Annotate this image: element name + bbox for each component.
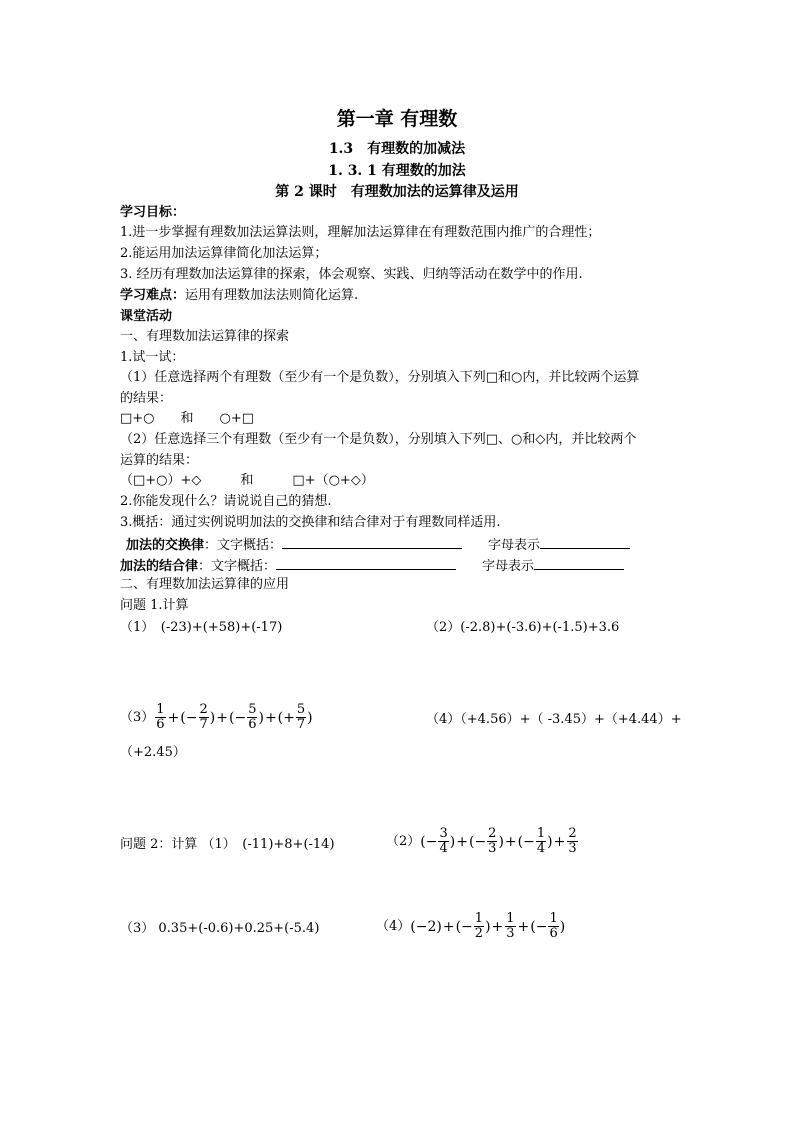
q2-line2: 运算的结果： (120, 453, 199, 468)
fraction-1-4: $\frac{1}{4}$ (536, 826, 546, 856)
commutative-label: 加法的交换律 (126, 538, 205, 553)
activity-heading: 课堂活动 (120, 309, 173, 324)
associative-text: ：文字概括： (198, 559, 277, 574)
fraction-2-7: $\frac{2}{7}$ (199, 702, 208, 732)
discover-line: 2.你能发现什么？请说说自己的猜想. (120, 494, 332, 509)
problem1-item4-line1: （4）（+4.56）+（ -3.45）+（+4.44）+ (426, 712, 682, 727)
goals-heading: 学习目标： (120, 205, 186, 220)
chapter-title: 第一章 有理数 (336, 108, 458, 130)
part1-title: 一、有理数加法运算律的探索 (120, 329, 290, 344)
section-title: 1.3 有理数的加减法 (328, 141, 466, 157)
problem2-item1: 问题 2：计算 （1） (-11)+8+(-14) (120, 837, 335, 852)
commutative-text: ：文字概括： (204, 538, 283, 553)
associative-line (120, 556, 624, 575)
goal-item-3: 3. 经历有理数加法运算律的探索，体会观察、实践、归纳等活动在数学中的作用. (120, 267, 583, 282)
problem1-item3-label: （3） (120, 709, 155, 725)
lesson-title: 第 2 课时 有理数加法的运算律及运用 (275, 184, 519, 200)
difficulty-label: 学习难点： (120, 288, 186, 303)
associative-letter: 字母表示 (482, 559, 535, 574)
fraction-1-3: $\frac{1}{3}$ (506, 911, 515, 941)
difficulty-line (120, 288, 358, 304)
difficulty-text: 运用有理数加法法则简化运算. (185, 288, 359, 303)
problem1-title: 问题 1.计算 (120, 598, 189, 613)
problem1-item2: （2）(-2.8)+(-3.6)+(-1.5)+3.6 (426, 620, 620, 635)
q2-line1: （2）任意选择三个有理数（至少有一个是负数），分别填入下列□、○和◇内，并比较两个 (120, 432, 637, 447)
problem1-item3: （3） $\frac{1}{6}$ + ( − $\frac{2}{7}$ ) + ( − $\frac{5}{6}$ ) + ( + $\frac{5}{7}$ ) (120, 702, 313, 732)
q1-line1: （1）任意选择两个有理数（至少有一个是负数），分别填入下列□和○内，并比较两个运算 (120, 370, 640, 385)
fraction-1-2: $\frac{1}{2}$ (474, 911, 484, 941)
q1-line2: 的结果： (120, 391, 173, 406)
fraction-1-6: $\frac{1}{6}$ (156, 702, 165, 732)
try-title: 1.试一试： (120, 350, 185, 365)
fraction-3-4: $\frac{3}{4}$ (439, 826, 448, 856)
fraction-5-6: $\frac{5}{6}$ (248, 702, 257, 732)
goal-item-1: 1.进一步掌握有理数加法运算法则，理解加法运算律在有理数范围内推广的合理性； (120, 225, 601, 240)
fraction-2-3: $\frac{2}{3}$ (488, 826, 497, 856)
commutative-letter: 字母表示 (488, 538, 541, 553)
goal-item-2: 2.能运用加法运算律简化加法运算； (120, 246, 328, 261)
associative-letter-blank[interactable] (534, 556, 624, 570)
subsection-title: 1. 3. 1 有理数的加法 (328, 163, 466, 179)
summary-line: 3.概括：通过实例说明加法的交换律和结合律对于有理数同样适用. (120, 515, 501, 530)
associative-blank[interactable] (276, 556, 456, 570)
problem2-item2-label: （2） (386, 833, 421, 849)
commutative-blank[interactable] (282, 535, 462, 549)
commutative-letter-blank[interactable] (540, 535, 630, 549)
fraction-2-3b: $\frac{2}{3}$ (568, 826, 577, 856)
problem2-item2: （2） ( − $\frac{3}{4}$ ) + ( − $\frac{2}{3}$ ) + ( − $\frac{1}{4}$ ) + $\frac{2}{3}$ (386, 826, 577, 856)
associative-label: 加法的结合律 (120, 559, 199, 574)
problem1-item4-line2: （+2.45） (120, 745, 186, 760)
fraction-5-7: $\frac{5}{7}$ (296, 702, 306, 732)
q2-expression: （□+○）+◇ 和 □+（○+◇） (120, 473, 374, 488)
problem2-item4: （4） (−2) + ( − $\frac{1}{2}$ ) + $\frac{1}{3}$ + ( − $\frac{1}{6}$ ) (376, 911, 566, 941)
fraction-1-6b: $\frac{1}{6}$ (549, 911, 558, 941)
problem1-item1: （1） (-23)+(+58)+(-17) (120, 620, 283, 635)
problem2-item3: （3） 0.35+(-0.6)+0.25+(-5.4) (120, 921, 320, 936)
problem2-item4-label: （4） (376, 918, 411, 934)
commutative-line (126, 535, 630, 554)
q1-expression: □+○ 和 ○+□ (120, 411, 255, 426)
part2-title: 二、有理数加法运算律的应用 (120, 577, 290, 592)
